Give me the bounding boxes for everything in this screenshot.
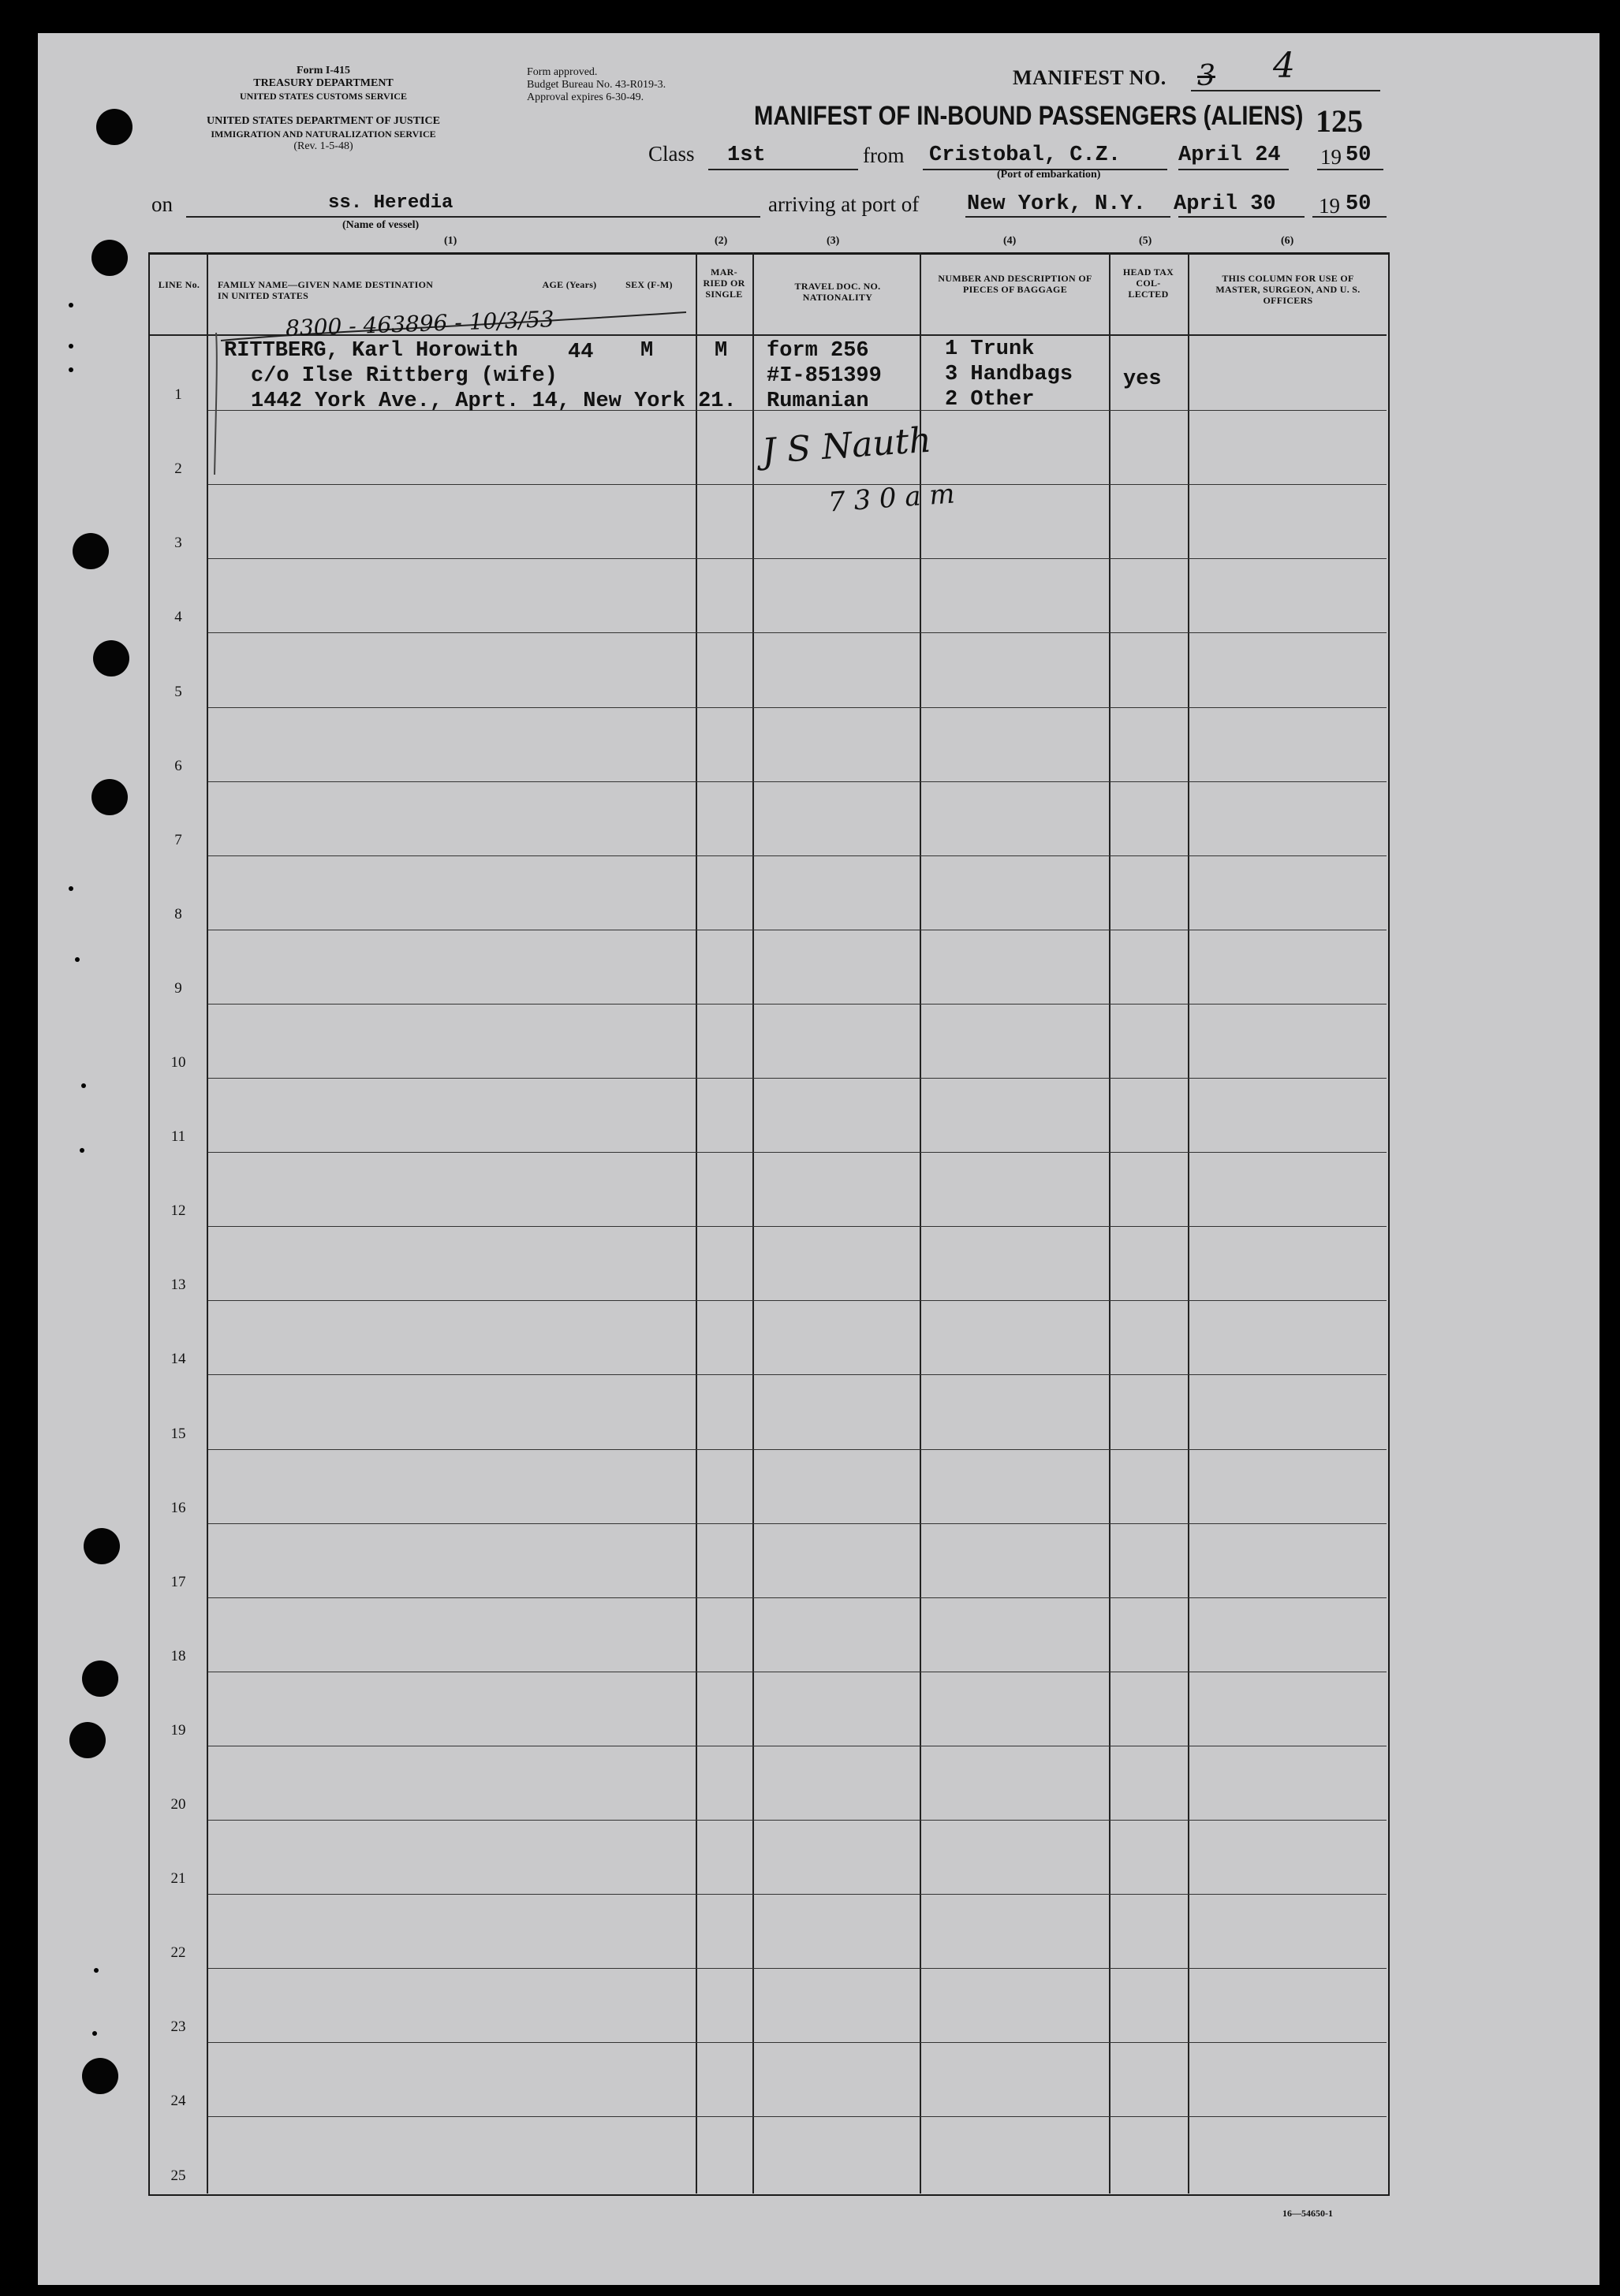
header-line-no: LINE No. — [158, 279, 200, 290]
row-rule — [208, 1894, 1387, 1895]
speck — [69, 344, 73, 348]
treasury-department: TREASURY DEPARTMENT — [253, 77, 394, 89]
arrival-year: 50 — [1346, 192, 1372, 216]
line-number: 22 — [170, 1944, 186, 1962]
stamped-page-number: 125 — [1316, 103, 1363, 139]
manifest-number-struck: 3 — [1197, 60, 1215, 92]
passenger-name: RITTBERG, Karl Horowith — [224, 339, 518, 363]
passenger-sex: M — [640, 339, 654, 363]
arrival-port: New York, N.Y. — [967, 192, 1146, 216]
travel-document: form 256 — [767, 339, 869, 363]
class-label: Class — [648, 142, 695, 166]
line-number: 11 — [170, 1128, 186, 1146]
class-underline — [708, 169, 858, 170]
punch-hole — [91, 779, 128, 815]
speck — [94, 1968, 99, 1973]
column-number-6: (6) — [1281, 235, 1294, 247]
arrival-date-underline — [1178, 216, 1305, 218]
header-name: FAMILY NAME—GIVEN NAME DESTINATION IN UNITED STATES — [218, 279, 434, 301]
vessel-name-label: (Name of vessel) — [342, 219, 420, 231]
row-rule — [208, 1449, 1387, 1450]
punch-hole — [82, 2058, 118, 2094]
passenger-care-of: c/o Ilse Rittberg (wife) — [251, 364, 558, 388]
divider-travel-doc — [752, 252, 754, 2194]
row-rule — [208, 1523, 1387, 1524]
depart-date-underline — [1178, 169, 1289, 170]
column-number-1: (1) — [444, 235, 457, 247]
header-baggage: NUMBER AND DESCRIPTION OF PIECES OF BAGGAGE — [938, 273, 1092, 295]
customs-service: UNITED STATES CUSTOMS SERVICE — [240, 91, 407, 102]
row-rule — [208, 2042, 1387, 2043]
header-sex: SEX (F-M) — [625, 279, 673, 290]
inspection-time-note: 7 3 0 a m — [827, 478, 956, 519]
port-of-embarkation-label: (Port of embarkation) — [997, 169, 1101, 181]
manifest-number-value: 4 — [1273, 46, 1295, 86]
header-officers: THIS COLUMN FOR USE OF MASTER, SURGEON, AND U. S. OFFICERS — [1215, 273, 1361, 306]
header-head-tax: HEAD TAX COL-LECTED — [1122, 266, 1174, 300]
line-number: 3 — [174, 535, 182, 552]
baggage-other: 2 Other — [945, 388, 1035, 412]
line-number: 17 — [170, 1573, 186, 1590]
row-rule — [208, 1968, 1387, 1969]
passenger-address: 1442 York Ave., Aprt. 14, New York 21. — [251, 390, 737, 413]
arrival-port-underline — [965, 216, 1170, 218]
line-number: 1 — [174, 386, 182, 404]
column-number-2: (2) — [715, 235, 728, 247]
manifest-table — [148, 252, 1390, 2196]
line-number: 24 — [170, 2093, 186, 2110]
line-number: 4 — [174, 609, 182, 626]
divider-officers — [1188, 252, 1189, 2194]
line-number: 23 — [170, 2018, 186, 2036]
on-label: on — [151, 192, 173, 216]
speck — [69, 367, 73, 372]
depart-year: 50 — [1346, 144, 1372, 167]
line-number: 16 — [170, 1499, 186, 1516]
row-rule — [208, 1820, 1387, 1821]
manifest-title: MANIFEST OF IN-BOUND PASSENGERS (ALIENS) — [754, 101, 1304, 131]
column-number-3: (3) — [827, 235, 840, 247]
approval-expires: Approval expires 6-30-49. — [527, 91, 644, 103]
column-number-4: (4) — [1003, 235, 1017, 247]
divider-married — [696, 252, 697, 2194]
punch-hole — [96, 109, 133, 145]
punch-hole — [84, 1528, 120, 1564]
speck — [69, 886, 73, 891]
line-number: 5 — [174, 683, 182, 700]
form-number: Form I-415 — [296, 65, 351, 76]
arriving-label: arriving at port of — [768, 192, 920, 216]
vessel-underline — [186, 216, 760, 218]
manifest-number-label: MANIFEST NO. — [1013, 66, 1166, 89]
vessel-name: ss. Heredia — [328, 192, 454, 214]
row-rule — [208, 1374, 1387, 1375]
row-rule — [208, 1078, 1387, 1079]
row-rule — [208, 707, 1387, 708]
baggage-trunk: 1 Trunk — [945, 337, 1035, 361]
line-number: 21 — [170, 1870, 186, 1888]
column-number-5: (5) — [1139, 235, 1152, 247]
divider-head-tax — [1109, 252, 1110, 2194]
line-number: 7 — [174, 831, 182, 848]
speck — [69, 303, 73, 308]
row-rule — [208, 2116, 1387, 2117]
form-print-code: 16—54650-1 — [1282, 2208, 1333, 2219]
arrival-date: April 30 — [1174, 192, 1276, 216]
punch-hole — [82, 1660, 118, 1697]
inspector-initials: J S Nauth — [760, 419, 933, 472]
line-number: 6 — [174, 757, 182, 774]
row-rule — [208, 1597, 1387, 1598]
punch-hole — [91, 240, 128, 276]
row-rule — [208, 1300, 1387, 1301]
budget-bureau: Budget Bureau No. 43-R019-3. — [527, 79, 666, 91]
header-age: AGE (Years) — [542, 279, 597, 290]
line-number: 10 — [170, 1054, 186, 1071]
line-number: 25 — [170, 2167, 186, 2184]
row-rule — [208, 1226, 1387, 1227]
head-tax-collected: yes — [1123, 367, 1162, 391]
punch-hole — [73, 533, 109, 569]
row-rule — [208, 484, 1387, 485]
depart-year-underline — [1317, 169, 1383, 170]
depart-year-prefix: 19 — [1320, 145, 1342, 169]
line-number: 15 — [170, 1425, 186, 1442]
speck — [75, 957, 80, 962]
speck — [81, 1083, 86, 1088]
line-number: 13 — [170, 1277, 186, 1294]
row-rule — [208, 632, 1387, 633]
from-label: from — [863, 144, 905, 167]
depart-date: April 24 — [1178, 144, 1281, 167]
speck — [92, 2031, 97, 2036]
revision: (Rev. 1-5-48) — [293, 140, 353, 152]
header-married: MAR-RIED OR SINGLE — [703, 266, 745, 300]
row-rule — [208, 558, 1387, 559]
divider-line-no — [207, 252, 208, 2194]
row-rule — [208, 781, 1387, 782]
header-travel-doc: TRAVEL DOC. NO. NATIONALITY — [794, 281, 881, 303]
punch-hole — [69, 1722, 106, 1758]
line-number: 20 — [170, 1796, 186, 1813]
line-number: 19 — [170, 1721, 186, 1739]
manifest-number-underline — [1191, 90, 1380, 91]
alien-registration-annotation: 8300 - 463896 - 10/3/53 — [285, 306, 555, 341]
from-value: Cristobal, C.Z. — [929, 144, 1122, 167]
line-number: 9 — [174, 979, 182, 997]
row-rule — [208, 1152, 1387, 1153]
arrival-year-underline — [1312, 216, 1387, 218]
class-value: 1st — [727, 144, 766, 167]
baggage-handbags: 3 Handbags — [945, 363, 1073, 386]
row-rule — [208, 855, 1387, 856]
line-number: 18 — [170, 1647, 186, 1664]
department-of-justice: UNITED STATES DEPARTMENT OF JUSTICE — [207, 115, 440, 127]
line-number: 8 — [174, 905, 182, 922]
line-number: 14 — [170, 1351, 186, 1368]
passenger-age: 44 — [568, 341, 594, 364]
ins-service: IMMIGRATION AND NATURALIZATION SERVICE — [211, 129, 436, 140]
arrival-year-prefix: 19 — [1319, 194, 1340, 218]
punch-hole — [93, 640, 129, 676]
divider-baggage — [920, 252, 921, 2194]
speck — [80, 1148, 84, 1153]
line-number: 12 — [170, 1202, 186, 1220]
form-approved: Form approved. — [527, 66, 598, 78]
travel-document-number: #I-851399 — [767, 364, 882, 388]
passenger-marital-status: M — [715, 339, 728, 363]
line-number: 2 — [174, 460, 182, 478]
nationality: Rumanian — [767, 390, 869, 413]
